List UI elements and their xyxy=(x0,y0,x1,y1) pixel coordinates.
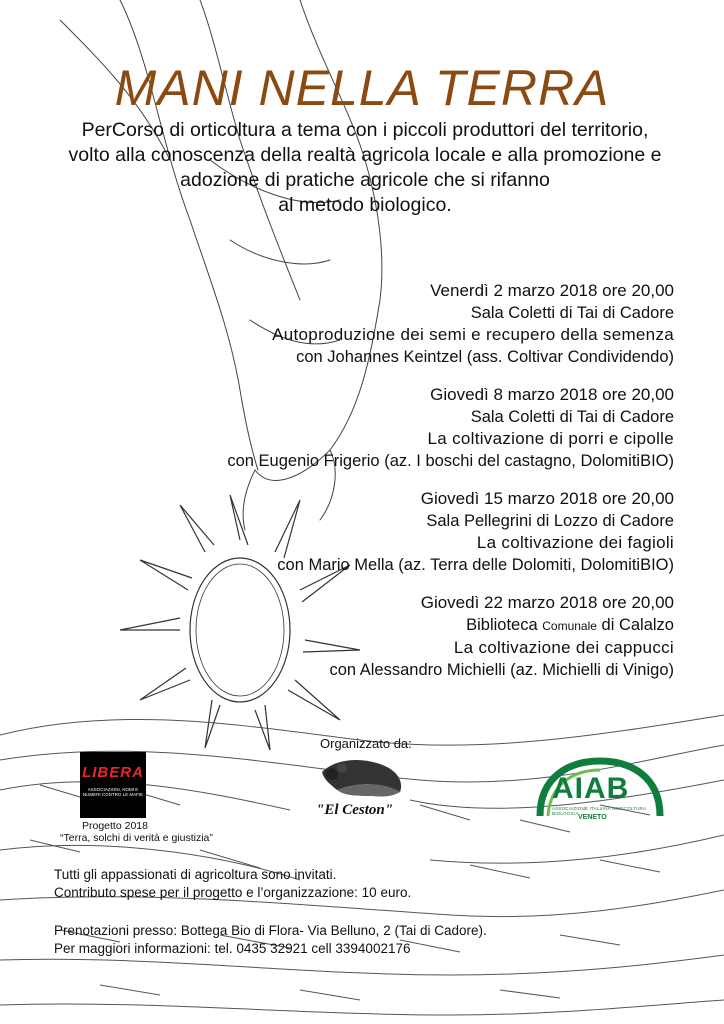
ceston-name: "El Ceston" xyxy=(316,802,394,818)
event-item xyxy=(34,280,674,368)
libera-logo xyxy=(80,752,146,818)
event-item xyxy=(34,488,674,576)
event-date: Giovedì 22 marzo 2018 ore 20,00 xyxy=(420,593,674,612)
event-date: Giovedì 8 marzo 2018 ore 20,00 xyxy=(430,385,674,404)
intro-line: adozione di pratiche agricole che si rifanno xyxy=(180,169,550,191)
poster-title: MANI NELLA TERRA xyxy=(114,60,610,116)
footer-contacts xyxy=(54,922,654,958)
aiab-wordmark: AIAB xyxy=(552,772,630,805)
event-item xyxy=(34,384,674,472)
footer-line: Per maggiori informazioni: tel. 0435 32921 cell 3394002176 xyxy=(54,941,411,956)
event-list xyxy=(34,280,674,697)
event-place-prefix: Biblioteca xyxy=(466,616,538,634)
event-place xyxy=(34,614,674,637)
organizers-label: Organizzato da: xyxy=(320,736,412,751)
intro-line: volto alla conoscenza della realtà agricola locale e alla promozione e xyxy=(68,144,662,166)
event-topic: La coltivazione dei fagioli xyxy=(476,533,674,552)
aiab-region: VENETO xyxy=(578,814,607,821)
event-topic: La coltivazione dei cappucci xyxy=(453,638,674,657)
libera-motto: “Terra, solchi di verità e giustizia” xyxy=(60,832,213,844)
libera-caption xyxy=(60,820,230,844)
libera-tagline: ASSOCIAZIONI, NOMI E NUMERI CONTRO LE MAFIE xyxy=(82,787,144,797)
footer-invite xyxy=(54,866,654,902)
event-place: Sala Pellegrini di Lozzo di Cadore xyxy=(426,512,674,530)
event-topic: Autoproduzione dei semi e recupero della semenza xyxy=(272,325,674,344)
event-place: Sala Coletti di Tai di Cadore xyxy=(470,304,674,322)
libera-project: Progetto 2018 xyxy=(82,820,148,832)
event-speaker: con Johannes Keintzel (ass. Coltivar Condividendo) xyxy=(296,348,674,366)
intro-line: al metodo biologico. xyxy=(278,194,452,216)
event-place-suffix: di Calalzo xyxy=(601,616,674,634)
event-speaker: con Eugenio Frigerio (az. I boschi del castagno, DolomitiBIO) xyxy=(227,452,674,470)
footer-line: Prenotazioni presso: Bottega Bio di Flora- Via Belluno, 2 (Tai di Cadore). xyxy=(54,923,487,938)
event-speaker: con Alessandro Michielli (az. Michielli di Vinigo) xyxy=(329,661,674,679)
intro-line: PerCorso di orticoltura a tema con i piccoli produttori del territorio, xyxy=(81,119,649,141)
event-date: Venerdì 2 marzo 2018 ore 20,00 xyxy=(430,281,674,300)
event-place: Sala Coletti di Tai di Cadore xyxy=(470,408,674,426)
event-topic: La coltivazione di porri e cipolle xyxy=(427,429,674,448)
aiab-full-name: ASSOCIAZIONE ITALIANA AGRICOLTURA BIOLOGICA xyxy=(552,806,646,816)
event-place-middle: Comunale xyxy=(542,619,597,633)
cornucopia-icon xyxy=(312,752,412,832)
footer-line: Contributo spese per il progetto e l’organizzazione: 10 euro. xyxy=(54,885,412,900)
event-item xyxy=(34,592,674,681)
intro-paragraph xyxy=(20,118,710,218)
event-date: Giovedì 15 marzo 2018 ore 20,00 xyxy=(420,489,674,508)
footer-line: Tutti gli appassionati di agricoltura sono invitati. xyxy=(54,867,337,882)
event-speaker: con Mario Mella (az. Terra delle Dolomiti, DolomitiBIO) xyxy=(277,556,674,574)
libera-wordmark: LIBERA xyxy=(82,764,144,781)
